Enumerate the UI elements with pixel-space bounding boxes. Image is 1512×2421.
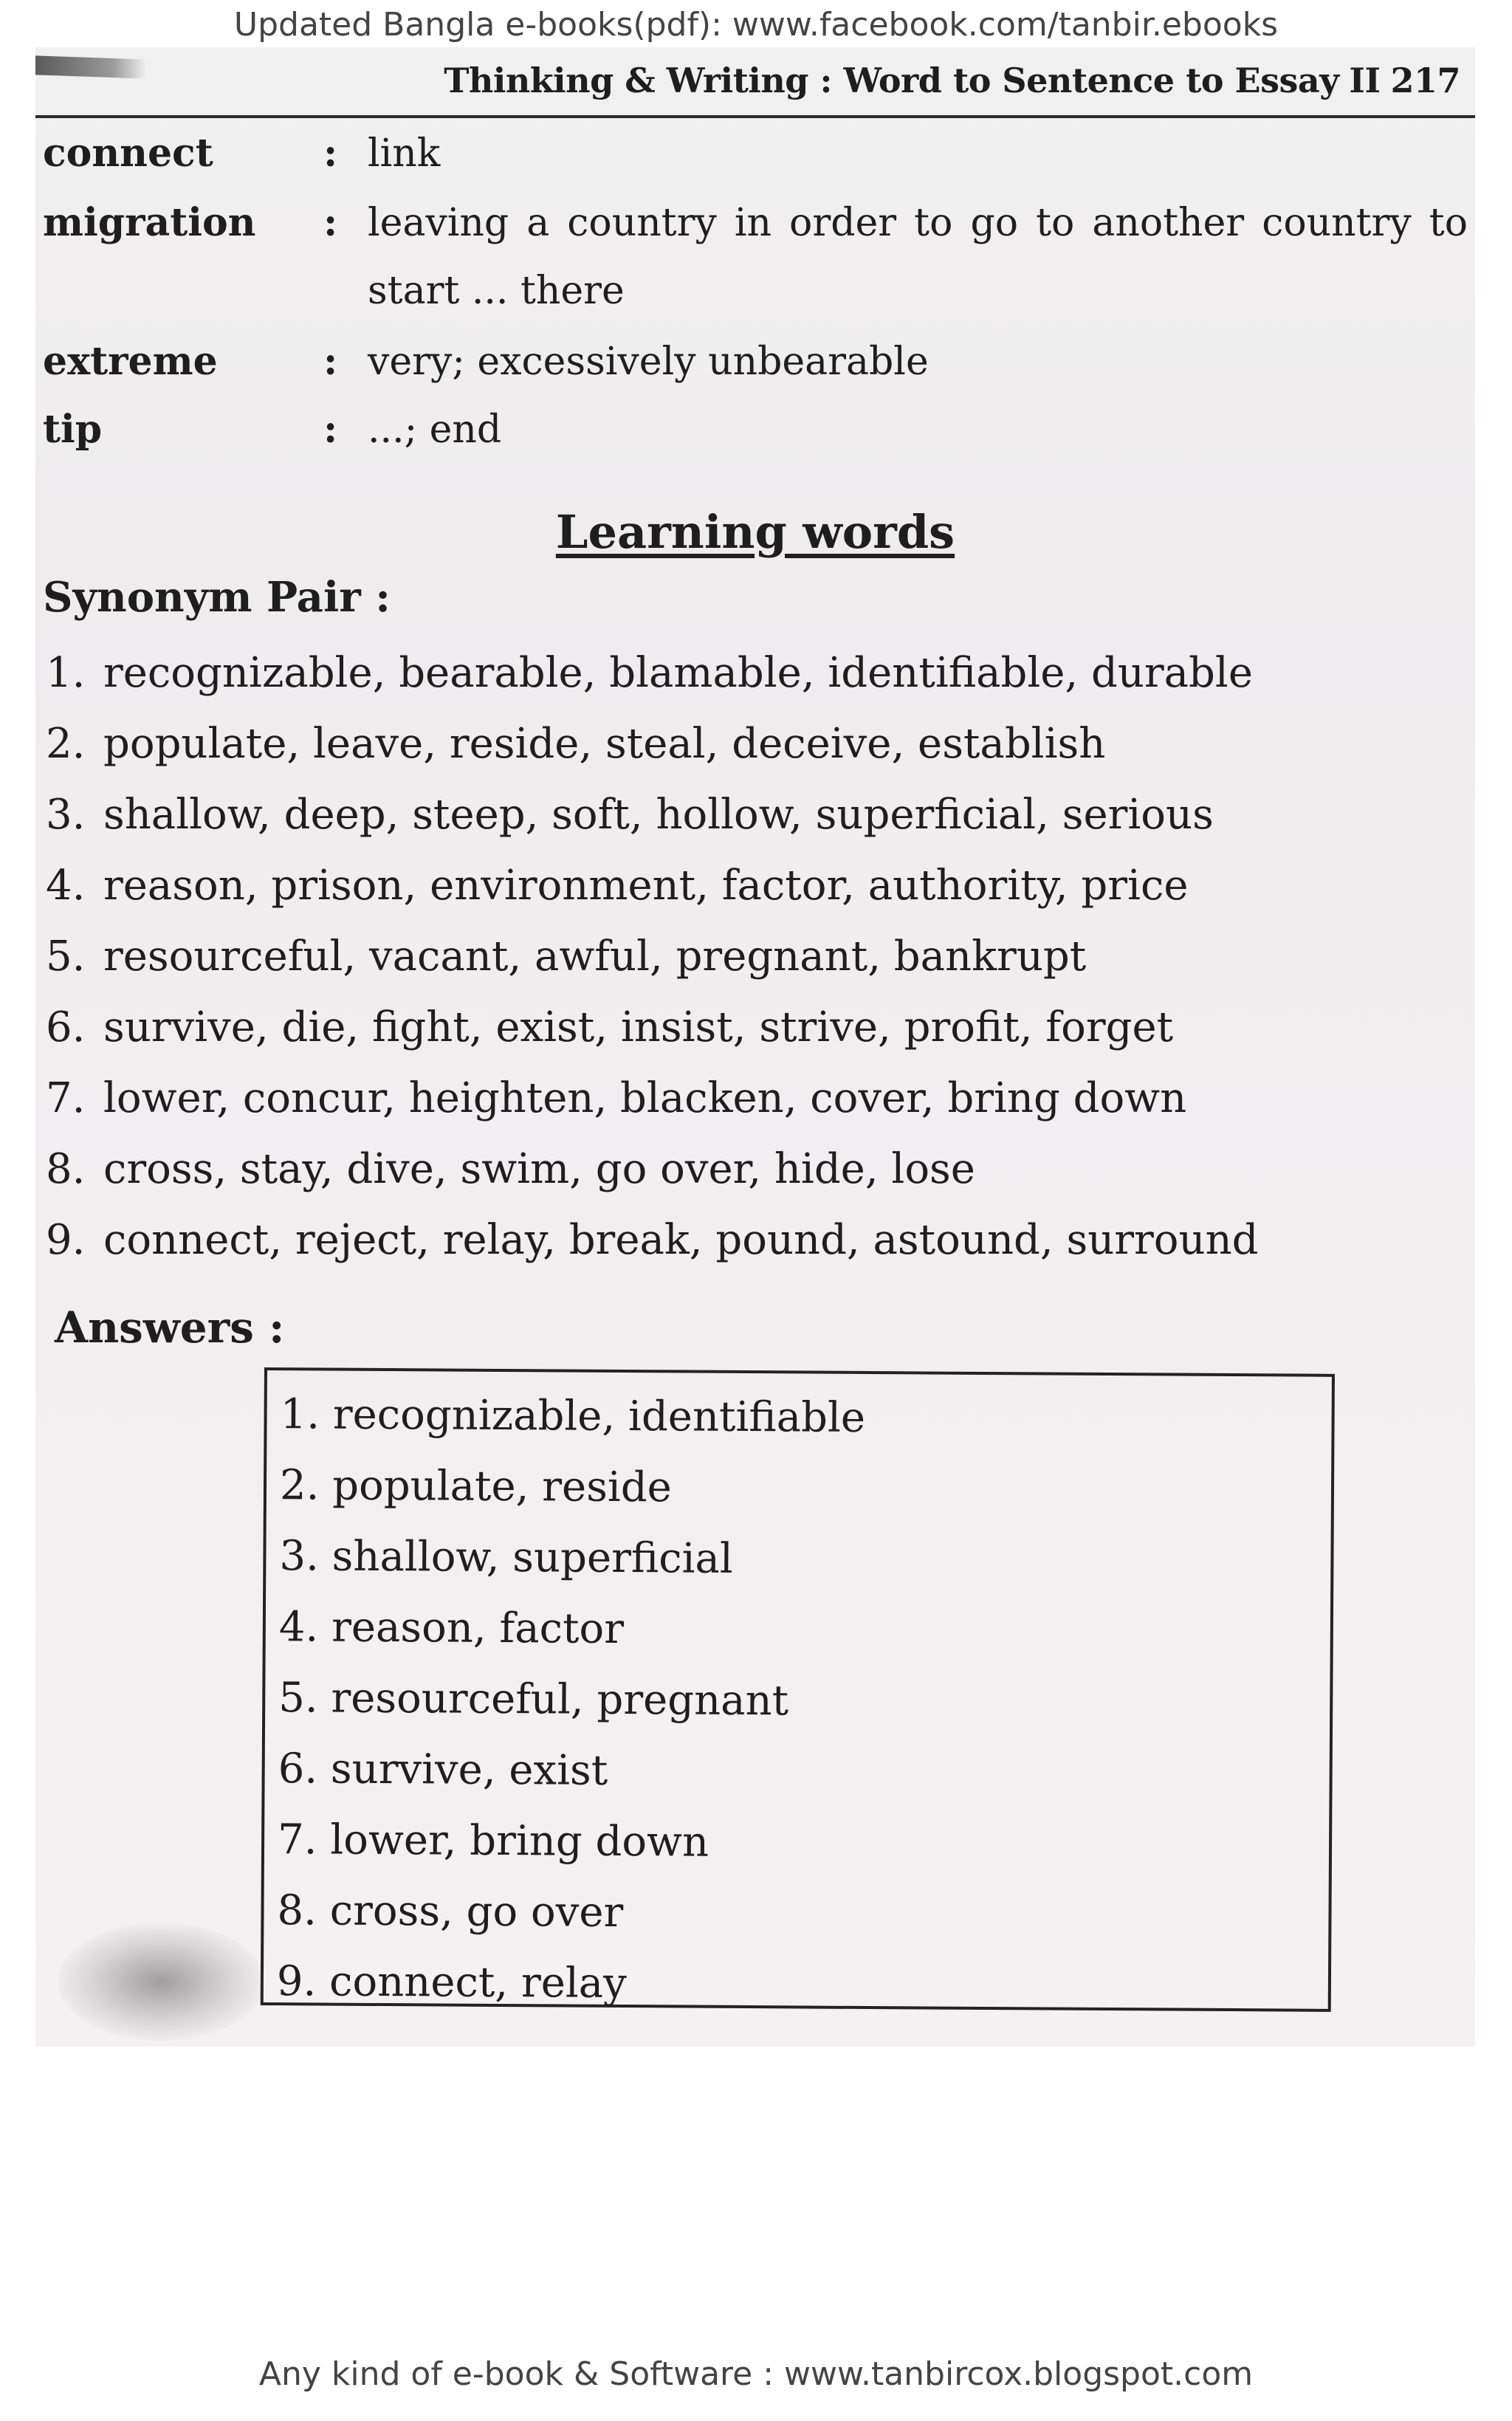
list-item <box>46 851 1259 921</box>
item-text: recognizable, bearable, blamable, identifiable, durable <box>103 649 1253 697</box>
answer-item: 7. lower, bring down <box>277 1816 709 1867</box>
list-item <box>46 709 1259 780</box>
page-number: 217 <box>1390 61 1460 100</box>
running-head-title: Thinking & Writing : Word to Sentence to Essay <box>444 61 1339 100</box>
item-text: cross, stay, dive, swim, go over, hide, lose <box>103 1145 975 1193</box>
answer-item: 3. shallow, superficial <box>279 1532 733 1583</box>
list-item <box>46 992 1259 1063</box>
glossary-definition: ...; end <box>368 408 502 452</box>
answer-item: 8. cross, go over <box>277 1886 624 1937</box>
page-edge-shadow <box>35 55 146 78</box>
glossary-colon: : <box>323 339 338 384</box>
synonym-heading: Synonym Pair : <box>43 573 391 622</box>
answer-item: 9. connect, relay <box>276 1957 628 2008</box>
item-number: 1. <box>46 649 86 697</box>
glossary-term: extreme <box>43 339 218 384</box>
item-number: 2. <box>46 720 86 768</box>
glossary-colon: : <box>323 200 338 245</box>
glossary-colon: : <box>323 407 338 452</box>
glossary-term: migration <box>43 200 256 245</box>
item-number: 3. <box>46 791 86 839</box>
glossary-term: connect <box>43 131 213 176</box>
item-text: connect, reject, relay, break, pound, astound, surround <box>103 1216 1259 1264</box>
item-number: 7. <box>46 1074 86 1122</box>
list-item <box>46 921 1259 992</box>
answer-item: 6. survive, exist <box>278 1745 608 1795</box>
glossary-definition: leaving a country in order to go to another country to start ... there <box>368 201 1468 313</box>
item-text: shallow, deep, steep, soft, hollow, superficial, serious <box>103 791 1214 839</box>
answer-item: 1. recognizable, identifiable <box>280 1390 866 1442</box>
bottom-watermark: Any kind of e-book & Software : www.tanbircox.blogspot.com <box>258 2355 1254 2393</box>
list-item <box>46 638 1259 709</box>
answers-box <box>261 1367 1335 2012</box>
answer-item: 5. resourceful, pregnant <box>278 1674 789 1725</box>
answer-item: 2. populate, reside <box>279 1461 673 1512</box>
item-text: populate, leave, reside, steal, deceive, establish <box>103 720 1106 768</box>
book-page <box>35 47 1475 2047</box>
thumb-shadow <box>58 1923 264 2041</box>
answers-list <box>264 1370 1332 2024</box>
item-number: 8. <box>46 1145 86 1193</box>
glossary-definition: link <box>368 131 441 176</box>
item-text: survive, die, fight, exist, insist, strive, profit, forget <box>103 1003 1174 1051</box>
glossary-definition: very; excessively unbearable <box>368 340 929 384</box>
header-rule <box>35 115 1475 118</box>
answers-heading: Answers : <box>55 1302 285 1353</box>
glossary-term: tip <box>43 407 103 452</box>
list-item <box>46 780 1259 851</box>
running-head-separator: II <box>1349 61 1381 100</box>
top-watermark: Updated Bangla e-books(pdf): www.facebook.com/tanbir.ebooks <box>233 6 1279 44</box>
glossary-colon: : <box>323 131 338 176</box>
item-number: 4. <box>46 862 86 910</box>
item-text: lower, concur, heighten, blacken, cover, bring down <box>103 1074 1187 1122</box>
running-head <box>444 61 1460 100</box>
synonym-list <box>46 638 1259 1276</box>
item-number: 5. <box>46 933 86 981</box>
item-number: 6. <box>46 1003 86 1051</box>
item-text: resourceful, vacant, awful, pregnant, bankrupt <box>103 933 1087 981</box>
list-item <box>46 1205 1259 1276</box>
list-item <box>46 1063 1259 1134</box>
item-number: 9. <box>46 1216 86 1264</box>
section-title: Learning words <box>555 505 955 559</box>
answer-item: 4. reason, factor <box>278 1603 625 1653</box>
list-item <box>46 1134 1259 1205</box>
item-text: reason, prison, environment, factor, authority, price <box>103 862 1189 910</box>
